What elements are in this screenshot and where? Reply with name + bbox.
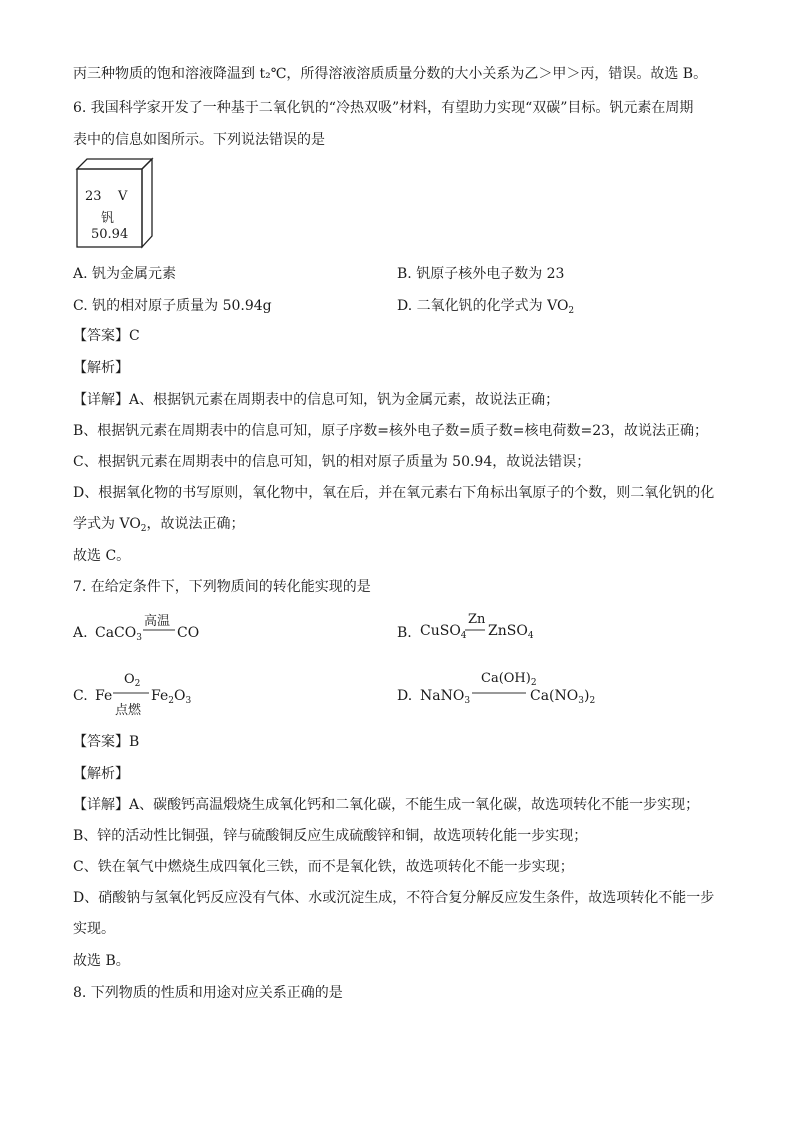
q7-conclusion: 故选 B。 xyxy=(73,953,130,969)
reaction-arrow xyxy=(472,690,528,696)
reaction-arrow xyxy=(143,627,177,633)
q7-detail-c: C、铁在氧气中燃烧生成四氧化三铁，而不是氧化铁，故选项转化不能一步实现； xyxy=(73,859,574,875)
q7-detail-d-cont: 实现。 xyxy=(73,921,115,937)
q6-detail-b: B、根据钒元素在周期表中的信息可知，原子序数=核外电子数=质子数=核电荷数=23，故说法正确； xyxy=(73,423,709,439)
question-6-stem: 6. 我国科学家开发了一种基于二氧化钒的“冷热双吸”材料，有望助力实现“双碳”目标。钒元素在周期 xyxy=(73,100,694,116)
question-8-stem: 8. 下列物质的性质和用途对应关系正确的是 xyxy=(73,985,343,1001)
q6-answer: 【答案】C xyxy=(73,328,140,344)
reaction-arrow xyxy=(465,627,487,633)
q6-option-a: A. 钒为金属元素 xyxy=(73,266,177,282)
atomic-number: 23 xyxy=(85,189,102,204)
q6-option-c: C. 钒的相对原子质量为 50.94g xyxy=(73,298,272,314)
q6-conclusion: 故选 C。 xyxy=(73,548,131,564)
q6-detail-a: 【详解】A、根据钒元素在周期表中的信息可知，钒为金属元素，故说法正确； xyxy=(73,392,560,408)
q7-answer: 【答案】B xyxy=(73,734,140,750)
question-7-stem: 7. 在给定条件下，下列物质间的转化能实现的是 xyxy=(73,579,371,595)
text-line: 丙三种物质的饱和溶液降温到 t₂℃，所得溶液溶质质量分数的大小关系为乙＞甲＞丙，错误。故选 B。 xyxy=(73,66,708,82)
q7-analysis-heading: 【解析】 xyxy=(73,766,129,782)
question-6-stem-cont: 表中的信息如图所示。下列说法错误的是 xyxy=(73,132,325,148)
q7-detail-a: 【详解】A、碳酸钙高温煅烧生成氧化钙和二氧化碳，不能生成一氧化碳，故选项转化不能一步实现； xyxy=(73,797,700,813)
q6-detail-d-cont: 学式为 $VO_2$，故说法正确； xyxy=(73,516,245,534)
q7-detail-d: D、硝酸钠与氢氧化钙反应没有气体、水或沉淀生成，不符合复分解反应发生条件，故选项转化不能一步 xyxy=(73,890,715,906)
q7-detail-b: B、锌的活动性比铜强，锌与硫酸铜反应生成硫酸锌和铜，故选项转化能一步实现； xyxy=(73,828,588,844)
reaction-condition-bottom: 点燃 xyxy=(115,703,142,718)
atomic-mass: 50.94 xyxy=(91,227,129,242)
q6-analysis-heading: 【解析】 xyxy=(73,360,129,376)
reaction-condition: 高温 xyxy=(144,614,171,629)
reaction-arrow xyxy=(113,690,151,696)
element-card xyxy=(77,169,142,247)
q6-option-d: D. 二氧化钒的化学式为 $VO_2$ xyxy=(397,298,575,316)
reaction-condition: Zn xyxy=(468,612,486,627)
reaction-condition: $Ca(OH)_2$ xyxy=(481,671,537,688)
element-symbol: V xyxy=(118,189,128,204)
q6-detail-c: C、根据钒元素在周期表中的信息可知，钒的相对原子质量为 50.94，故说法错误； xyxy=(73,454,591,470)
element-name: 钒 xyxy=(101,211,115,226)
q6-option-b: B. 钒原子核外电子数为 23 xyxy=(397,266,565,282)
q6-detail-d: D、根据氧化物的书写原则，氧化物中，氧在后，并在氧元素右下角标出氧原子的个数，则二氧化钒的化 xyxy=(73,485,715,501)
reaction-condition-top: $O_2$ xyxy=(124,672,141,689)
